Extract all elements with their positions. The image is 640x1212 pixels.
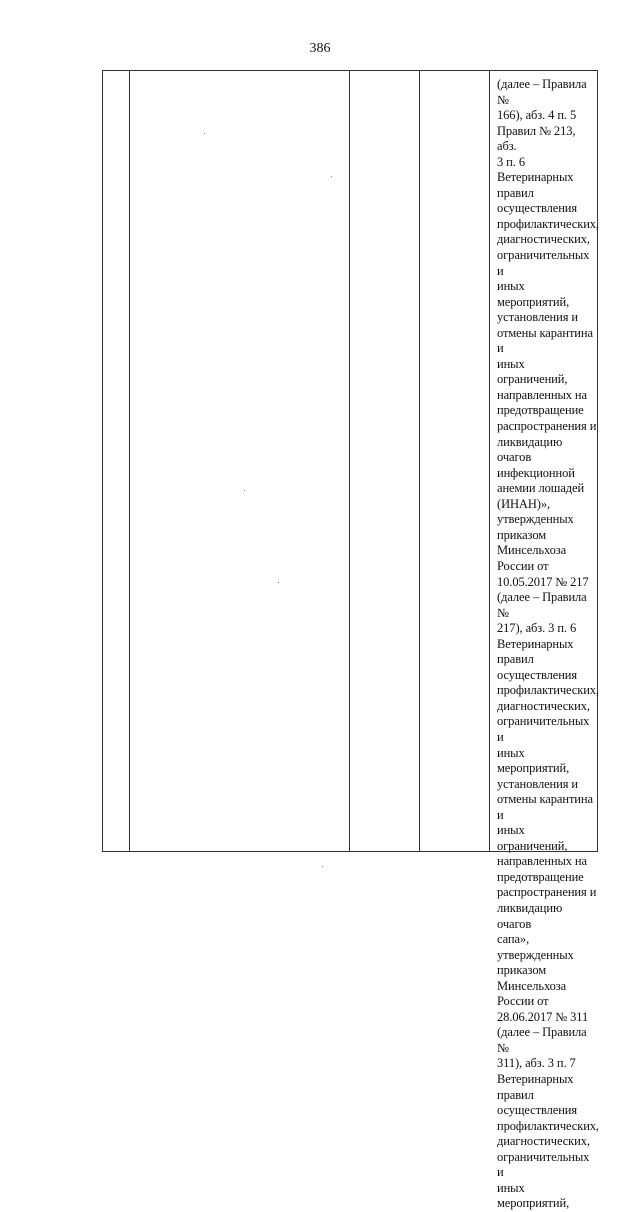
- column-divider-2: [349, 71, 350, 851]
- regulation-table: [102, 70, 599, 1211]
- scan-speck: [322, 866, 323, 867]
- column-divider-4: [489, 71, 490, 851]
- scan-speck: [331, 176, 332, 177]
- scan-speck: [204, 133, 205, 134]
- column-divider-3: [419, 71, 420, 851]
- table-cell-legal-references: (далее – Правила № 166), абз. 4 п. 5 Правил № 213, абз. 3 п. 6 Ветеринарных правил осуществления профилактических, диагностических, ограничительных и иных мероприятий, установления и отмены карантина и иных ограничений, направленных на предотвращение распространения и ликвидацию очагов инфекционной анемии лошадей (ИНАН)», утвержденных приказом Минсельхоза России от 10.05.2017 № 217 (далее – Правила № 217), абз. 3 п. 6 Ветеринарных правил осуществления профилактических, диагностических, ограничительных и иных мероприятий, установления и отмены карантина и иных ограничений, направленных на предотвращение распространения и ликвидацию очагов сапа», утвержденных приказом Минсельхоза России от 28.06.2017 № 311 (далее – Правила № 311), абз. 3 п. 7 Ветеринарных правил осуществления профилактических, диагностических, ограничительных и иных мероприятий,: [497, 77, 599, 1211]
- column-divider-1: [129, 71, 130, 851]
- page-number: 386: [309, 41, 331, 56]
- scan-speck: [278, 582, 279, 583]
- scan-speck: [244, 490, 245, 491]
